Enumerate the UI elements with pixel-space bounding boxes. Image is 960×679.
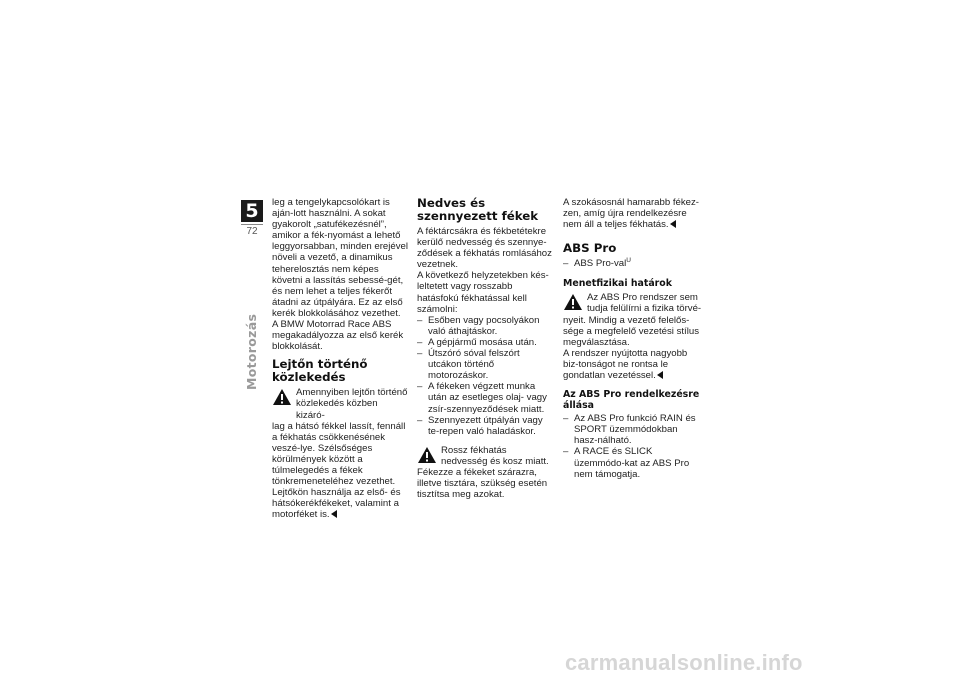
- paragraph: A féktárcsákra és fékbetétekre kerülő nedvesség és szennye-ződések a fékhatás romlásához vezetnek.: [417, 226, 552, 271]
- subheading: Menetfizikai határok: [563, 278, 672, 290]
- bullet-list: [417, 315, 553, 437]
- list-item: – Útszóró sóval felszórt utcákon történő motorozáskor.: [417, 348, 553, 381]
- list-item: – A RACE és SLICK üzemmódo-kat az ABS Pro nem támogatja.: [563, 446, 703, 479]
- warning-block: [563, 292, 703, 381]
- column-3: [563, 197, 703, 480]
- option-superscript: U: [626, 257, 631, 265]
- bullet-list: [563, 413, 703, 480]
- section-heading: Nedves és szennyezett fékek: [417, 196, 539, 223]
- column-2: [417, 197, 553, 500]
- warning-triangle-icon: [272, 388, 292, 406]
- section-heading: Lejtőn történő közlekedés: [272, 357, 368, 385]
- bullet-list: [563, 258, 703, 269]
- page-number: 72: [241, 224, 263, 237]
- warning-text: [272, 487, 408, 520]
- list-item: – Esőben vagy pocsolyákon való áthajtáskor.: [417, 315, 553, 337]
- warning-text: [563, 348, 703, 381]
- subheading: Az ABS Pro rendelkezésre állása: [563, 389, 700, 412]
- paragraph: A következő helyzetekben kés-leltetett vagy rosszabb hatásfokú fékhatással kell számolni:: [417, 270, 549, 315]
- paragraph: [563, 197, 703, 230]
- end-mark-icon: [331, 510, 337, 518]
- watermark: carmanualsonline.info: [565, 650, 803, 675]
- end-mark-icon: [657, 371, 663, 379]
- column-1: [272, 197, 408, 520]
- end-mark-icon: [670, 220, 676, 228]
- list-item: – Az ABS Pro funkció RAIN és SPORT üzemmódokban hasz-nálható.: [563, 413, 703, 446]
- chapter-title: Motorozás: [244, 313, 259, 390]
- section-heading: ABS Pro: [563, 241, 617, 256]
- warning-text: nyeit. Mindig a vezető felelős-sége a megfelelő vezetési stílus megválasztása.: [563, 314, 699, 348]
- list-item: – Szennyezett útpályán vagy te-repen való haladáskor.: [417, 415, 553, 437]
- warning-text: Amennyiben lejtőn történő közlekedés közben kizáró-: [296, 387, 408, 421]
- warning-triangle-icon: [417, 446, 437, 464]
- list-item-text: ABS Pro-val: [574, 258, 627, 270]
- list-item: – A fékeken végzett munka után az esetleges olaj- vagy zsír-szennyeződések miatt.: [417, 381, 553, 414]
- warning-text: lag a hátsó fékkel lassít, fennáll a fékhatás csökkenésének veszé-lye. Szélsőséges körülmények között a túlmelegedés a fékek tönkremeneteléhez vezethet.: [272, 420, 406, 488]
- list-item: [563, 258, 703, 269]
- warning-block: [272, 387, 408, 520]
- paragraph: A BMW Motorrad Race ABS megakadályozza az első kerék blokkolását.: [272, 319, 404, 353]
- warning-text-end: A rendszer nyújtotta nagyobb biz-tonságot ne rontsa le gondatlan vezetéssel.: [563, 347, 688, 382]
- paragraph-text: A szokásosnál hamarabb fékez-zen, amíg újra rendelkezésre nem áll a teljes fékhatás.: [563, 197, 699, 231]
- warning-text: Rossz fékhatás nedvesség és kosz miatt.: [441, 444, 549, 467]
- chapter-number: 5: [241, 200, 263, 222]
- warning-text-end: Lejtőkön használja az első- és hátsókerékfékeket, valamint a motorféket is.: [272, 487, 401, 521]
- paragraph: leg a tengelykapcsolókart is aján-lott használni. A sokat gyakorolt „satufékezésnél”, amikor a fék-nyomást a lehető leggyorsabban, minden erejével növeli a vezető, a dinamikus teherelosztás nem képes követni a lassítás sebessé-gét, és nem lehet a teljes fékerőt átadni az útpályára. Ez az első kerék blokkolásához vezethet.: [272, 197, 408, 319]
- warning-triangle-icon: [563, 293, 583, 311]
- warning-text: Az ABS Pro rendszer sem tudja felülírni a fizika törvé-: [587, 292, 702, 315]
- warning-block: [417, 445, 553, 500]
- list-item: – A gépjármű mosása után.: [417, 337, 553, 348]
- warning-text: Fékezze a fékeket szárazra, illetve tisztára, szükség esetén tisztítsa meg azokat.: [417, 466, 548, 501]
